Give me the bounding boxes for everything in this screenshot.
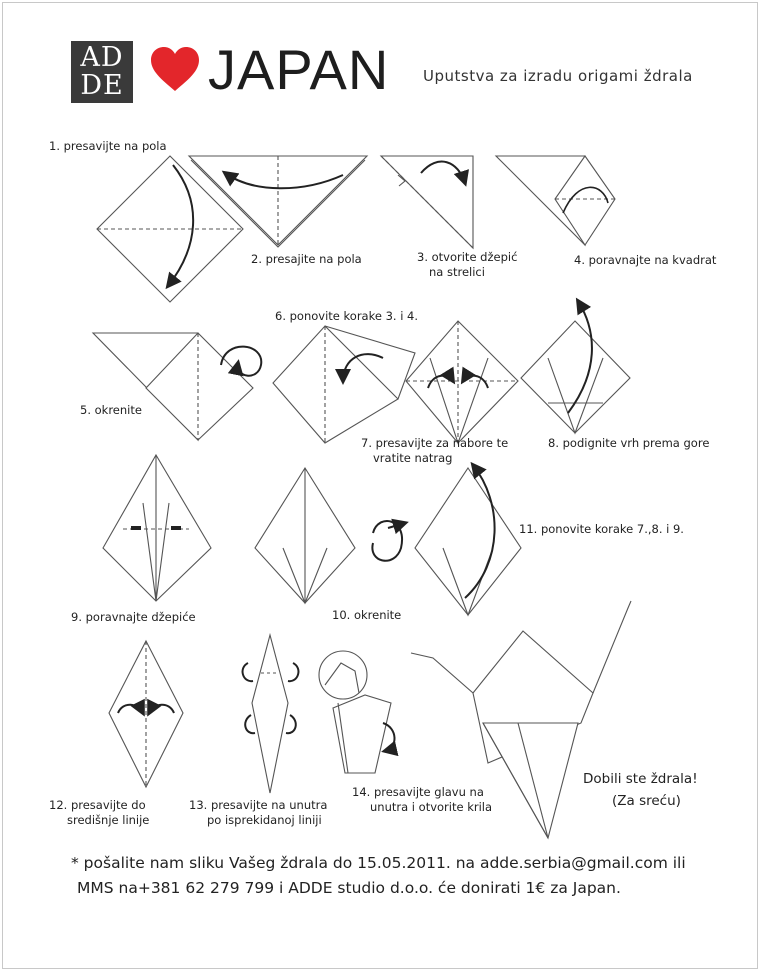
step-13-text-line2: po isprekidanoj liniji bbox=[207, 813, 322, 827]
step-6-text: 6. ponovite korake 3. i 4. bbox=[275, 309, 419, 323]
step-3-text-line2: na strelici bbox=[429, 265, 485, 279]
step-label-5 bbox=[80, 403, 142, 418]
step-label-9 bbox=[71, 610, 196, 625]
step9-diagram bbox=[103, 455, 211, 601]
step14-diagram bbox=[319, 651, 395, 773]
step-8-text: 8. podignite vrh prema gore bbox=[548, 436, 710, 450]
step12-diagram bbox=[109, 641, 183, 787]
step-10-text: 10. okrenite bbox=[332, 608, 402, 622]
step-13-text-line1: 13. presavijte na unutra bbox=[189, 798, 328, 812]
step-14-text-line1: 14. presavijte glavu na bbox=[352, 785, 484, 799]
step13-diagram bbox=[243, 635, 299, 793]
logo-line-1: AD bbox=[80, 42, 124, 73]
step-label-1 bbox=[49, 139, 167, 154]
page-subtitle: Uputstva za izradu origami ždrala bbox=[423, 67, 693, 85]
step10-diagram bbox=[255, 468, 405, 603]
step11-diagram bbox=[415, 465, 521, 615]
step-label-10 bbox=[332, 608, 401, 623]
step-7-text-line2: vratite natrag bbox=[373, 451, 453, 465]
step5-diagram bbox=[93, 333, 261, 440]
footer-note-line1: * pošalite nam sliku Vašeg ždrala do 15.05.2011. na adde.serbia@gmail.com ili bbox=[71, 854, 686, 872]
final-message: Dobili ste ždrala! bbox=[583, 771, 698, 787]
step4-diagram bbox=[496, 156, 615, 245]
step-9-text: 9. poravnajte džepiće bbox=[71, 610, 196, 624]
step-label-12 bbox=[49, 798, 149, 828]
step-12-text-line1: 12. presavijte do bbox=[49, 798, 146, 812]
step-label-4 bbox=[574, 253, 716, 268]
final-message-sub: (Za sreću) bbox=[612, 793, 681, 809]
step-14-text-line2: unutra i otvorite krila bbox=[370, 800, 493, 814]
step-label-13 bbox=[189, 798, 327, 828]
step7-diagram bbox=[406, 321, 518, 443]
footer-note-line2: MMS na+381 62 279 799 i ADDE studio d.o.o. će donirati 1€ za Japan. bbox=[77, 879, 621, 897]
step-4-text: 4. poravnajte na kvadrat bbox=[574, 253, 717, 267]
logo-line-2: DE bbox=[80, 70, 124, 101]
step-label-8 bbox=[548, 436, 709, 451]
step-label-14 bbox=[352, 785, 492, 815]
page-title: JAPAN bbox=[208, 38, 390, 101]
step-2-text: 2. presajite na pola bbox=[251, 252, 362, 266]
step-1-text: 1. presavijte na pola bbox=[49, 139, 167, 153]
step-label-3 bbox=[417, 250, 517, 280]
step6-diagram bbox=[273, 326, 415, 443]
instruction-sheet bbox=[2, 2, 758, 969]
step-label-6 bbox=[275, 309, 418, 324]
step-label-2 bbox=[251, 252, 362, 267]
step-12-text-line2: središnje linije bbox=[67, 813, 150, 827]
step-7-text-line1: 7. presavijte za nabore te bbox=[361, 436, 509, 450]
step-11-text: 11. ponovite korake 7.,8. i 9. bbox=[519, 522, 684, 536]
step8-diagram bbox=[521, 301, 630, 433]
step-label-7 bbox=[361, 436, 508, 466]
step-label-11 bbox=[519, 522, 684, 537]
step3-diagram bbox=[381, 156, 473, 248]
step-3-text-line1: 3. otvorite džepić bbox=[417, 250, 518, 264]
step-5-text: 5. okrenite bbox=[80, 403, 142, 417]
